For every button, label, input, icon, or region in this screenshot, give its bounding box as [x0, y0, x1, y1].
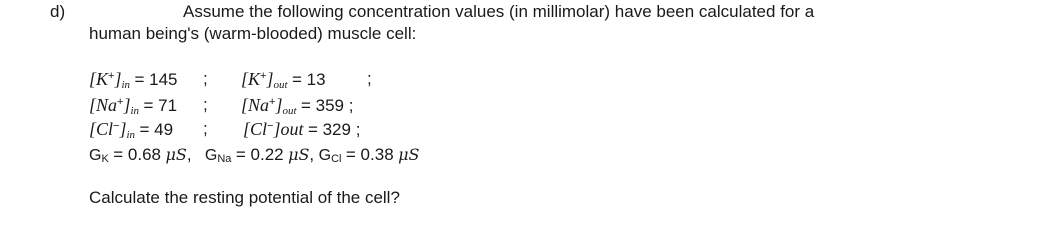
gcl-term: GCl = 0.38 μS	[318, 145, 420, 165]
intro-line-2: human being's (warm-blooded) muscle cell:	[89, 24, 417, 43]
k-out-separator: ;	[367, 69, 372, 88]
cl-out-expression: [Cl−]out = 329 ;	[243, 119, 361, 139]
na-in-separator: ;	[203, 95, 208, 114]
conductances-line	[89, 145, 419, 165]
k-out-expression: [K+]out = 13	[241, 69, 326, 91]
cl-in-expression: [Cl−]in = 49	[89, 119, 174, 141]
na-in-expression: [Na+]in = 71	[89, 95, 178, 117]
k-in-separator: ;	[203, 69, 208, 88]
gna-term: GNa = 0.22 μS,	[204, 145, 315, 165]
cl-in-separator: ;	[203, 119, 208, 138]
question-text: Calculate the resting potential of the cell?	[89, 188, 400, 207]
gk-term: GK = 0.68 μS,	[89, 145, 192, 165]
na-out-expression: [Na+]out = 359 ;	[241, 95, 354, 117]
intro-line-1: Assume the following concentration values (in millimolar) have been calculated for a	[183, 2, 815, 21]
problem-label: d)	[50, 2, 66, 21]
k-in-expression: [K+]in = 145	[89, 69, 178, 91]
